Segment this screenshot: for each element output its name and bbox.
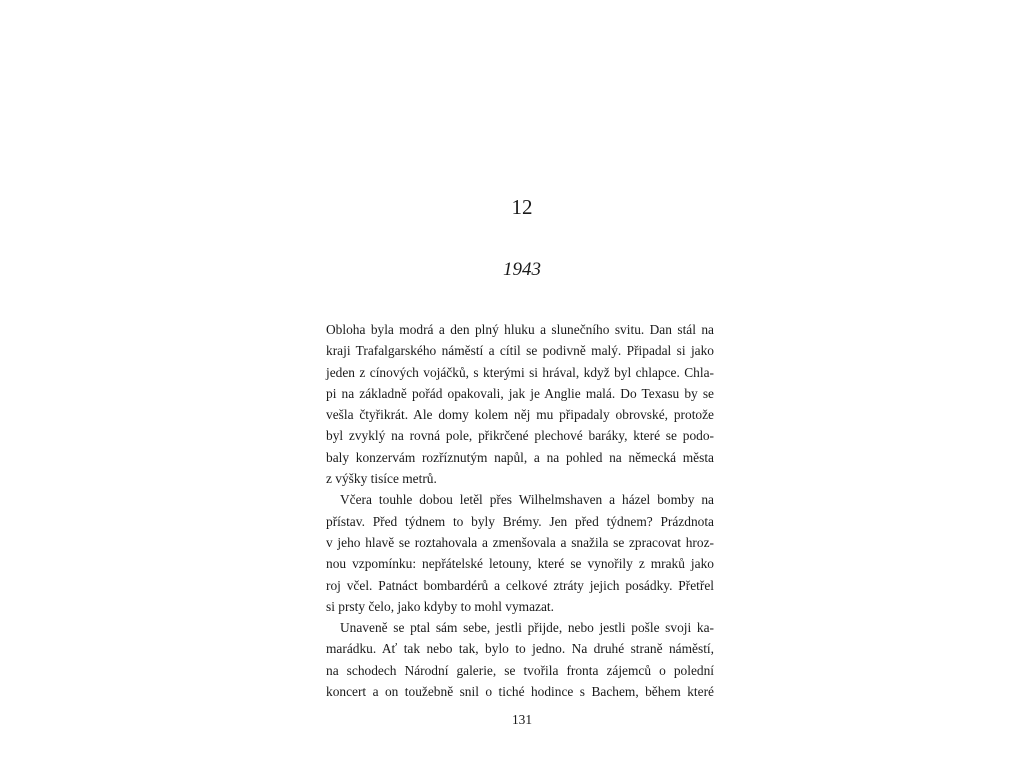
text-line: koncert a on toužebně snil o tiché hodince s Bachem, během které — [326, 684, 714, 700]
text-line: nou vzpomínku: nepřátelské letouny, které se vynořily z mraků jako — [326, 556, 714, 572]
text-line: pi na základně pořád opakovali, jak je Anglie malá. Do Texasu by se — [326, 385, 714, 401]
text-line: v jeho hlavě se roztahovala a zmenšovala a snažila se zpracovat hroz- — [326, 534, 714, 550]
text-line: Obloha byla modrá a den plný hluku a slunečního svitu. Dan stál na — [326, 322, 714, 337]
text-line: kraji Trafalgarského náměstí a cítil se podivně malý. Připadal si jako — [326, 343, 714, 359]
chapter-number: 12 — [511, 195, 533, 219]
text-line: Včera touhle dobou letěl přes Wilhelmshaven a házel bomby na — [340, 492, 714, 508]
text-line: si prsty čelo, jako kdyby to mohl vymazat. — [326, 598, 554, 614]
text-line: marádku. Ať tak nebo tak, bylo to jedno. Na druhé straně náměstí, — [326, 641, 714, 657]
paragraph — [326, 489, 714, 617]
text-line: Unaveně se ptal sám sebe, jestli přijde, nebo jestli pošle svoji ka- — [340, 620, 714, 636]
page-number: 131 — [511, 712, 533, 727]
text-line: vešla čtyřikrát. Ale domy kolem něj mu připadaly obrovské, protože — [326, 407, 714, 423]
text-line: z výšky tisíce metrů. — [326, 471, 437, 487]
text-line: baly konzervám rozříznutým napůl, a na pohled na německá města — [326, 449, 714, 465]
text-line: roj včel. Patnáct bombardérů a celkové ztráty jejich posádky. Přetřel — [326, 577, 714, 593]
paragraph — [326, 319, 714, 489]
body-text — [326, 319, 714, 702]
text-line: na schodech Národní galerie, se tvořila fronta zájemců o polední — [326, 662, 714, 678]
paragraph — [326, 617, 714, 702]
chapter-year: 1943 — [503, 259, 541, 280]
text-line: byl zvyklý na rovná pole, přikrčené plechové baráky, které se podo- — [326, 428, 714, 444]
text-line: jeden z cínových vojáčků, s kterými si hrával, když byl chlapce. Chla- — [326, 364, 714, 380]
text-line: přístav. Před týdnem to byly Brémy. Jen před týdnem? Prázdnota — [326, 513, 714, 529]
